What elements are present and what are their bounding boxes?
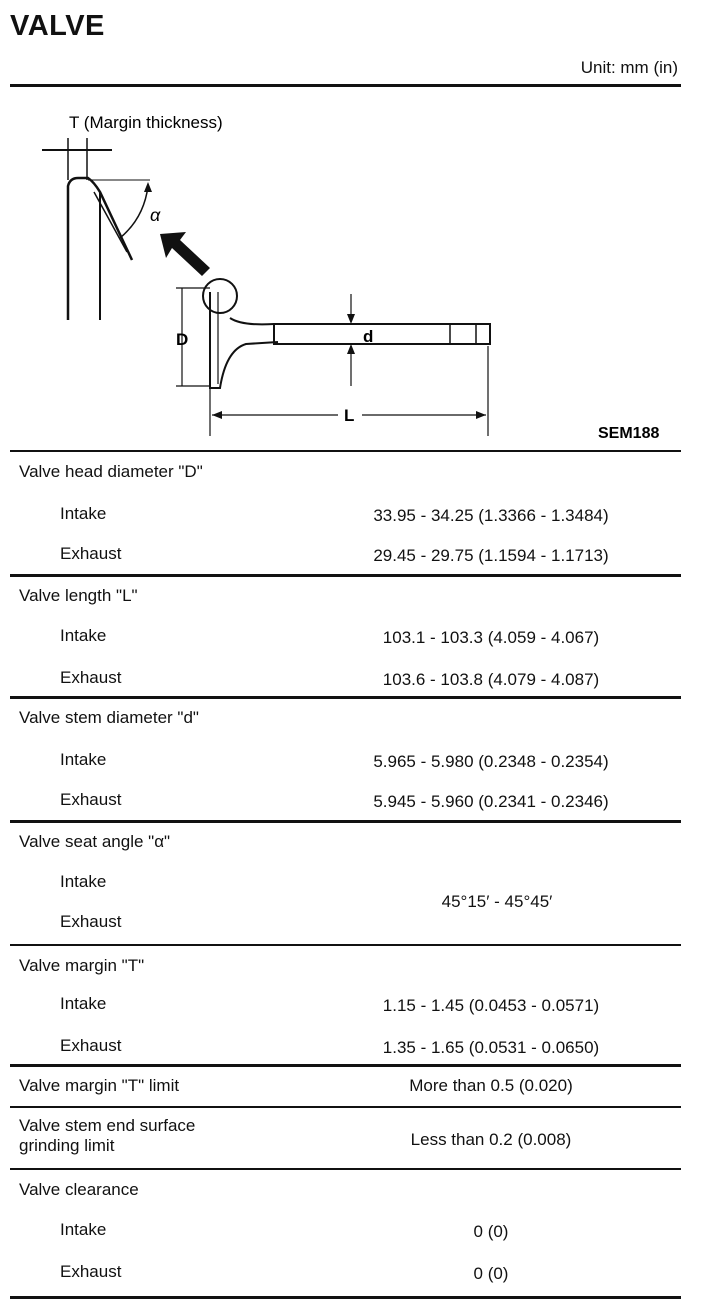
margin-exhaust-label: Exhaust — [60, 1036, 122, 1055]
section-divider — [10, 820, 681, 823]
header-rule — [10, 84, 681, 87]
section-divider — [10, 1106, 681, 1108]
figure-code: SEM188 — [598, 425, 660, 442]
margin-label: Valve margin "T" — [19, 956, 145, 975]
section-divider — [10, 574, 681, 577]
valve-head-profile — [210, 292, 278, 388]
length-exhaust-label: Exhaust — [60, 668, 122, 687]
valve-stem — [274, 324, 490, 344]
margin-exhaust-value: 1.35 - 1.65 (0.0531 - 0.0650) — [382, 1038, 600, 1057]
seat-angle-exhaust-label: Exhaust — [60, 912, 122, 931]
seat-angle-intake-label: Intake — [60, 872, 107, 891]
l-arrowhead-right — [476, 411, 486, 419]
clearance-intake-label: Intake — [60, 1220, 107, 1239]
alpha-arrow-head — [144, 182, 152, 192]
l-arrowhead-left — [212, 411, 222, 419]
stem-diameter-intake-value: 5.965 - 5.980 (0.2348 - 0.2354) — [373, 752, 609, 771]
section-divider — [10, 1064, 681, 1067]
stem-diameter-exhaust-value: 5.945 - 5.960 (0.2341 - 0.2346) — [373, 792, 609, 811]
grinding-limit-value: Less than 0.2 (0.008) — [410, 1130, 572, 1149]
alpha-symbol: α — [150, 205, 161, 225]
clearance-exhaust-value: 0 (0) — [473, 1264, 509, 1283]
head-diameter-exhaust-label: Exhaust — [60, 544, 122, 563]
length-exhaust-value: 103.6 - 103.8 (4.079 - 4.087) — [382, 670, 600, 689]
detail-circle — [203, 279, 237, 313]
d-upper-symbol: D — [176, 330, 189, 349]
clearance-label: Valve clearance — [19, 1180, 139, 1199]
seat-face-line — [94, 192, 127, 252]
head-diameter-exhaust-value: 29.45 - 29.75 (1.1594 - 1.1713) — [373, 546, 609, 565]
margin-thickness-caption: T (Margin thickness) — [69, 113, 223, 132]
d-lower-arrowhead-top — [347, 314, 355, 324]
grinding-limit-label — [19, 1116, 195, 1156]
d-lower-arrowhead-bottom — [347, 344, 355, 354]
l-symbol: L — [344, 406, 355, 425]
grinding-limit-label-line1: Valve stem end surface — [19, 1116, 196, 1135]
clearance-exhaust-label: Exhaust — [60, 1262, 122, 1281]
valve-neck-top — [230, 318, 274, 324]
seat-angle-label: Valve seat angle "α" — [19, 832, 171, 851]
margin-intake-value: 1.15 - 1.45 (0.0453 - 0.0571) — [382, 996, 600, 1015]
section-divider — [10, 1168, 681, 1170]
footer-rule — [10, 1296, 681, 1299]
alpha-arc — [120, 186, 148, 238]
d-lower-symbol: d — [363, 327, 374, 346]
valve-diagram — [10, 88, 681, 448]
length-label: Valve length "L" — [19, 586, 138, 605]
margin-limit-value: More than 0.5 (0.020) — [409, 1076, 573, 1095]
figure-rule — [10, 450, 681, 452]
head-diameter-intake-value: 33.95 - 34.25 (1.3366 - 1.3484) — [373, 506, 609, 525]
page-title: VALVE — [10, 10, 105, 42]
grinding-limit-label-line2: grinding limit — [19, 1136, 115, 1155]
section-divider — [10, 696, 681, 699]
margin-limit-label: Valve margin "T" limit — [19, 1076, 180, 1095]
magnify-arrow — [160, 232, 210, 276]
length-intake-label: Intake — [60, 626, 107, 645]
length-intake-value: 103.1 - 103.3 (4.059 - 4.067) — [382, 628, 600, 647]
seat-angle-value: 45°15′ - 45°45′ — [441, 892, 553, 911]
section-divider — [10, 944, 681, 946]
unit-label: Unit: mm (in) — [580, 58, 678, 77]
head-diameter-intake-label: Intake — [60, 504, 107, 523]
head-diameter-label: Valve head diameter "D" — [19, 462, 203, 481]
stem-diameter-label: Valve stem diameter "d" — [19, 708, 199, 727]
stem-diameter-intake-label: Intake — [60, 750, 107, 769]
clearance-intake-value: 0 (0) — [473, 1222, 509, 1241]
stem-diameter-exhaust-label: Exhaust — [60, 790, 122, 809]
margin-intake-label: Intake — [60, 994, 107, 1013]
